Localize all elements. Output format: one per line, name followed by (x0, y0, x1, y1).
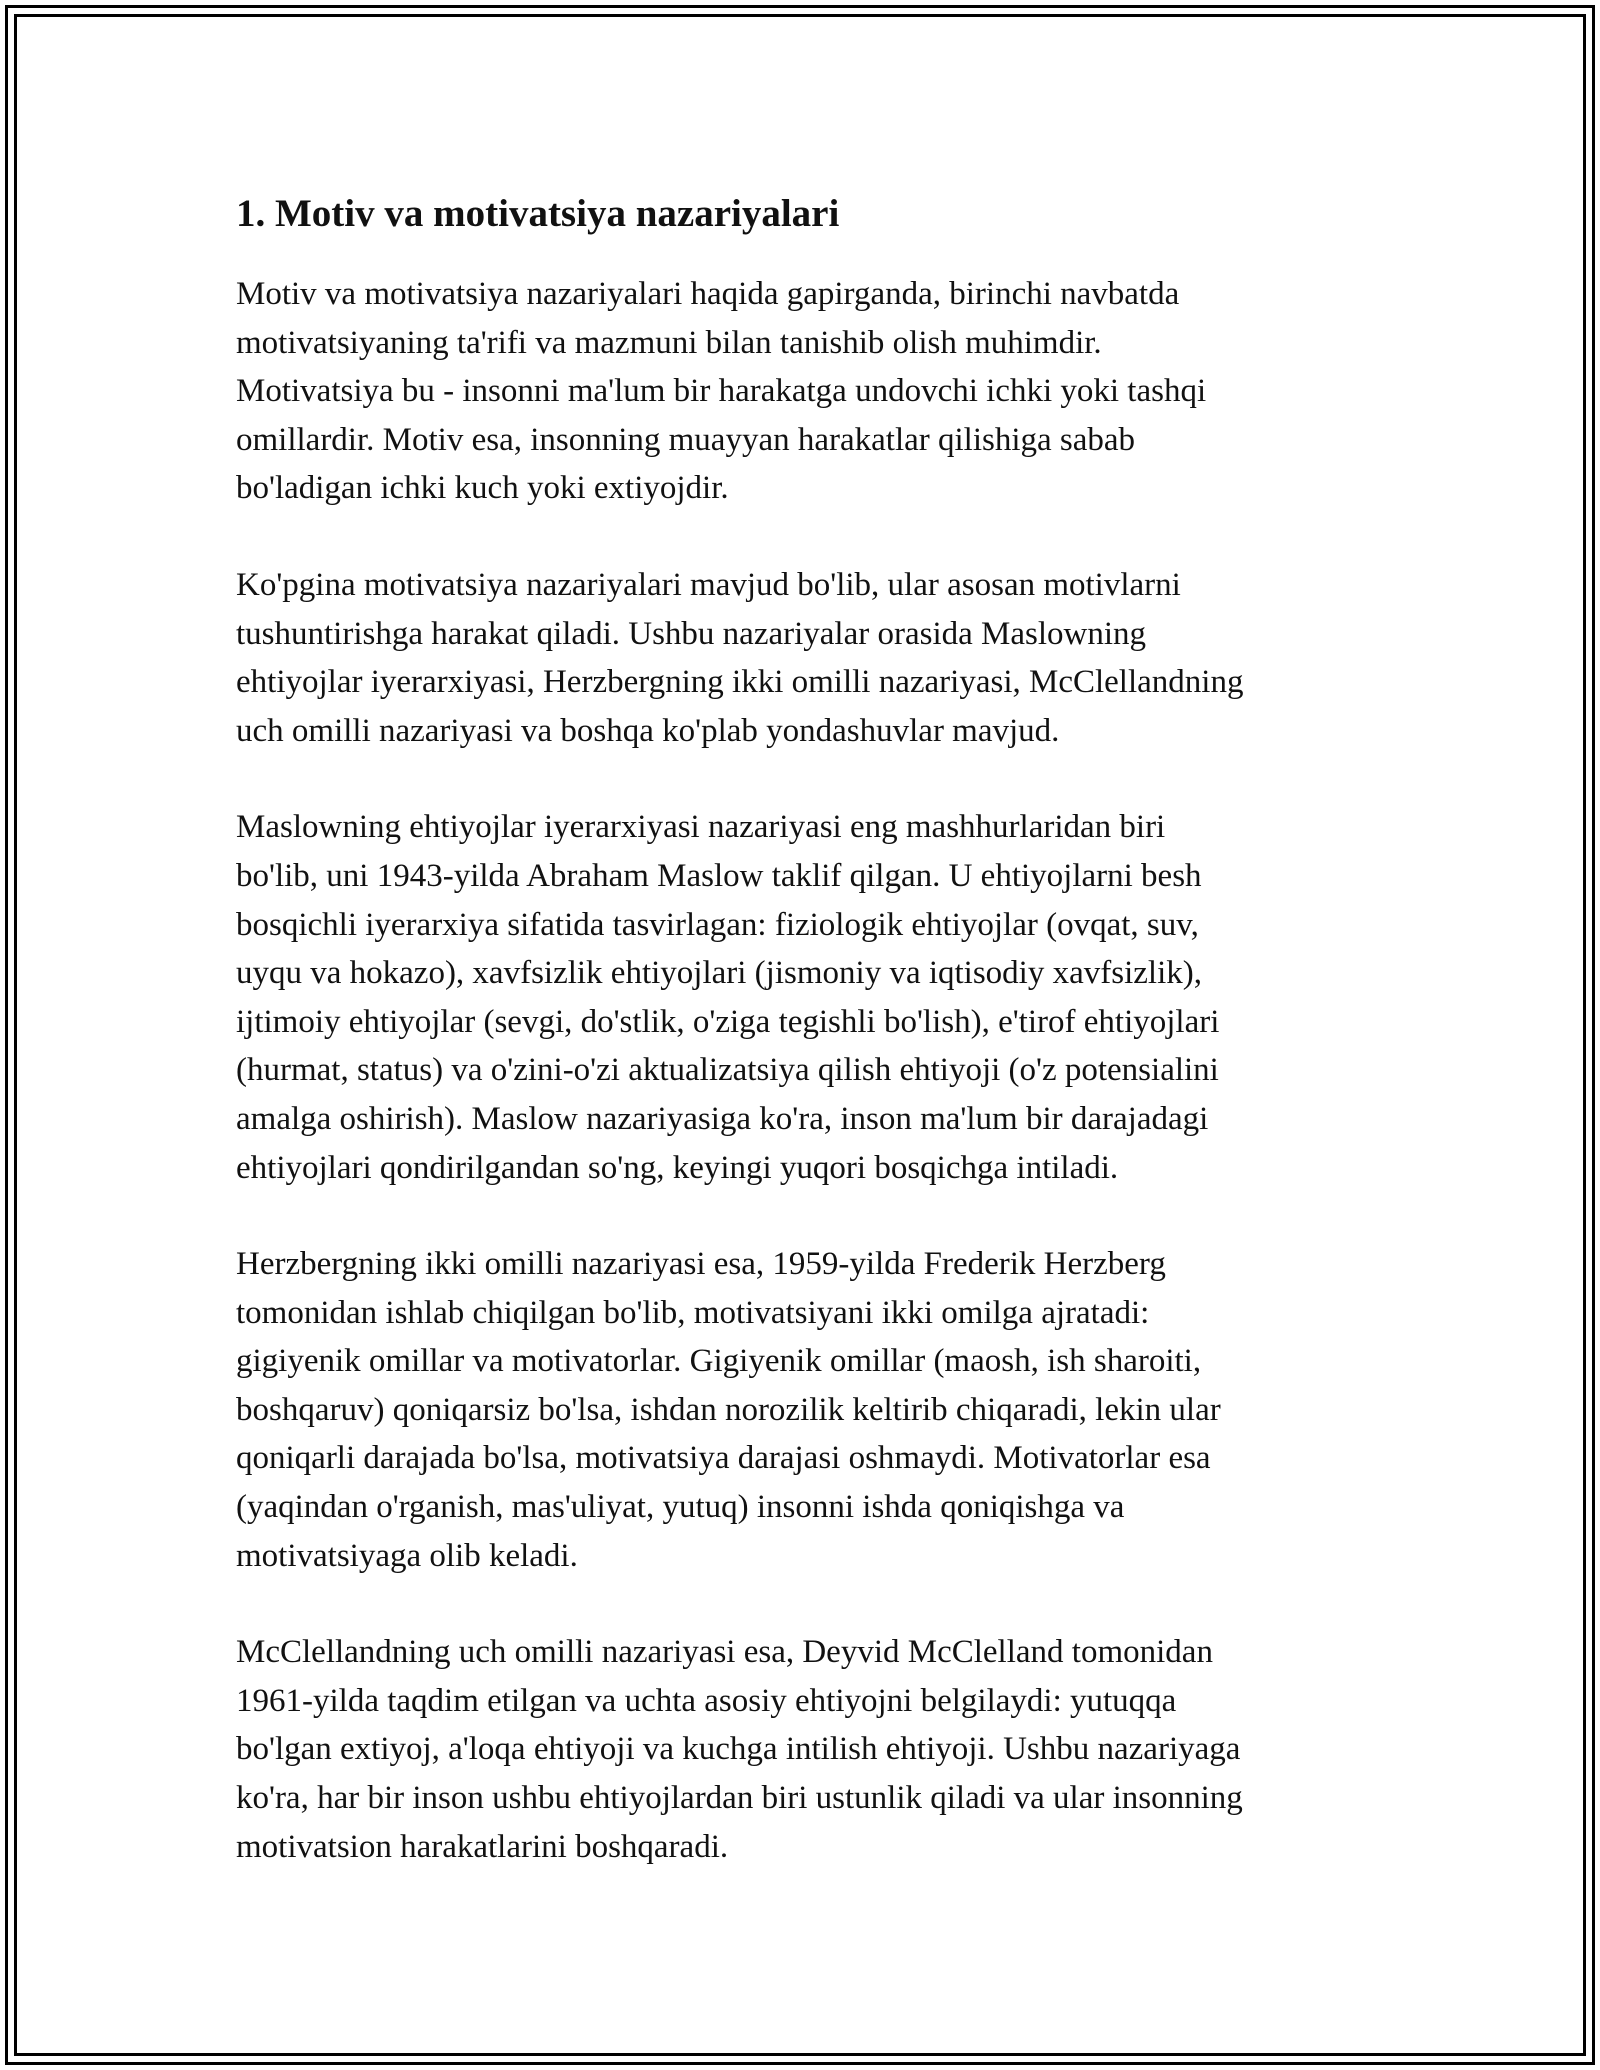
text-line: motivatsion harakatlarini boshqaradi. (236, 1828, 729, 1865)
text-line: amalga oshirish). Maslow nazariyasiga ko'ra, inson ma'lum bir darajadagi (236, 1100, 1209, 1137)
text-line: Ko'pgina motivatsiya nazariyalari mavjud bo'lib, ular asosan motivlarni (236, 566, 1181, 603)
text-line: ehtiyojlari qondirilgandan so'ng, keyingi yuqori bosqichga intiladi. (236, 1149, 1119, 1186)
paragraph-3 (236, 803, 1376, 1192)
text-line: bo'lib, uni 1943-yilda Abraham Maslow taklif qilgan. U ehtiyojlarni besh (236, 857, 1202, 894)
text-line: motivatsiyaga olib keladi. (236, 1537, 578, 1574)
text-line: Motiv va motivatsiya nazariyalari haqida gapirganda, birinchi navbatda (236, 276, 1180, 312)
text-line: bosqichli iyerarxiya sifatida tasvirlagan: fiziologik ehtiyojlar (ovqat, suv, (236, 906, 1199, 943)
text-line: (yaqindan o'rganish, mas'uliyat, yutuq) insonni ishda qoniqishga va (236, 1489, 1125, 1526)
text-line: motivatsiyaning ta'rifi va mazmuni bilan tanishib olish muhimdir. (236, 324, 1102, 361)
text-line: uyqu va hokazo), xavfsizlik ehtiyojlari (jismoniy va iqtisodiy xavfsizlik), (236, 955, 1202, 992)
text-line: ehtiyojlar iyerarxiyasi, Herzbergning ikki omilli nazariyasi, McClellandning (236, 664, 1244, 701)
text-line: ko'ra, har bir inson ushbu ehtiyojlardan biri ustunlik qiladi va ular insonning (236, 1780, 1243, 1817)
paragraph-4 (236, 1240, 1376, 1580)
text-line: (hurmat, status) va o'zini-o'zi aktualizatsiya qilish ehtiyoji (o'z potensialini (236, 1052, 1219, 1089)
text-line: boshqaruv) qoniqarsiz bo'lsa, ishdan norozilik keltirib chiqaradi, lekin ular (236, 1391, 1221, 1428)
text-line: uch omilli nazariyasi va boshqa ko'plab yondashuvlar mavjud. (236, 712, 1060, 749)
section-heading: 1. Motiv va motivatsiya nazariyalari (236, 192, 840, 235)
text-line: omillardir. Motiv esa, insonning muayyan harakatlar qilishiga sabab (236, 421, 1136, 458)
text-line: Motivatsiya bu - insonni ma'lum bir harakatga undovchi ichki yoki tashqi (236, 373, 1207, 410)
text-line: ijtimoiy ehtiyojlar (sevgi, do'stlik, o'ziga tegishli bo'lish), e'tirof ehtiyojlari (236, 1003, 1220, 1040)
paragraph-5 (236, 1628, 1376, 1871)
text-line: gigiyenik omillar va motivatorlar. Gigiyenik omillar (maosh, ish sharoiti, (236, 1343, 1202, 1380)
text-line: Herzbergning ikki omilli nazariyasi esa, 1959-yilda Frederik Herzberg (236, 1246, 1166, 1283)
text-line: tomonidan ishlab chiqilgan bo'lib, motivatsiyani ikki omilga ajratadi: (236, 1294, 1150, 1331)
text-line: bo'lgan extiyoj, a'loqa ehtiyoji va kuchga intilish ehtiyoji. Ushbu nazariyaga (236, 1731, 1241, 1768)
text-line: 1961-yilda taqdim etilgan va uchta asosiy ehtiyojni belgilaydi: yutuqqa (236, 1682, 1177, 1719)
paragraph-2 (236, 561, 1376, 755)
text-line: tushuntirishga harakat qiladi. Ushbu nazariyalar orasida Maslowning (236, 615, 1147, 652)
text-line: qoniqarli darajada bo'lsa, motivatsiya darajasi oshmaydi. Motivatorlar esa (236, 1440, 1211, 1477)
text-line: McClellandning uch omilli nazariyasi esa, Deyvid McClelland tomonidan (236, 1634, 1213, 1671)
paragraph-1 (236, 270, 1376, 513)
document-body (236, 186, 1376, 1919)
text-line: bo'ladigan ichki kuch yoki extiyojdir. (236, 470, 729, 507)
text-line: Maslowning ehtiyojlar iyerarxiyasi nazariyasi eng mashhurlaridan biri (236, 809, 1166, 846)
